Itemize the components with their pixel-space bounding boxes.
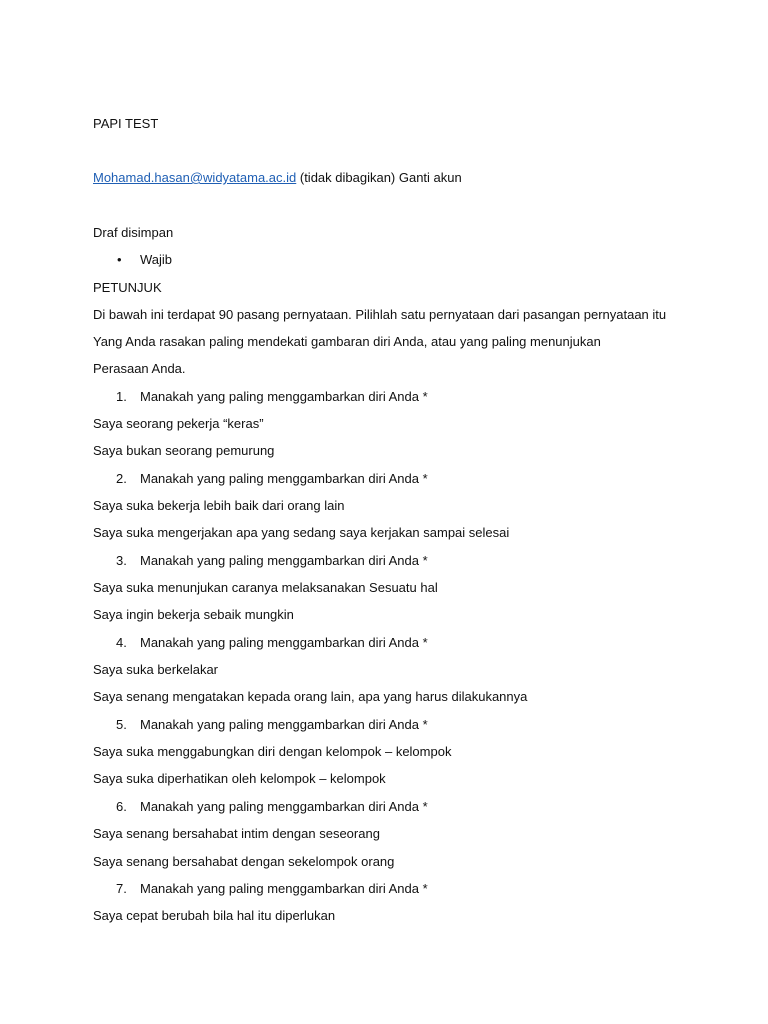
instructions-line: Yang Anda rasakan paling mendekati gambaran diri Anda, atau yang paling menunjukan [93,334,601,349]
question-option[interactable]: Saya suka berkelakar [93,662,219,677]
question-prompt: Manakah yang paling menggambarkan diri Anda * [140,717,428,732]
question-option[interactable]: Saya seorang pekerja “keras” [93,416,264,431]
bullet-icon: • [117,252,122,267]
question-option[interactable]: Saya senang mengatakan kepada orang lain, apa yang harus dilakukannya [93,689,528,704]
question-option[interactable]: Saya bukan seorang pemurung [93,443,275,458]
question-prompt: Manakah yang paling menggambarkan diri Anda * [140,471,428,486]
question-option[interactable]: Saya ingin bekerja sebaik mungkin [93,607,294,622]
question-number: 2. [116,471,127,486]
draft-status: Draf disimpan [93,225,174,240]
question-option[interactable]: Saya cepat berubah bila hal itu diperlukan [93,908,336,923]
question-prompt: Manakah yang paling menggambarkan diri Anda * [140,553,428,568]
question-number: 7. [116,881,127,896]
question-number: 5. [116,717,127,732]
account-line [93,170,462,186]
question-option[interactable]: Saya suka diperhatikan oleh kelompok – kelompok [93,771,386,786]
account-email-link[interactable]: Mohamad.hasan@widyatama.ac.id [93,170,297,185]
question-number: 1. [116,389,127,404]
question-number: 3. [116,553,127,568]
question-prompt: Manakah yang paling menggambarkan diri Anda * [140,799,428,814]
question-prompt: Manakah yang paling menggambarkan diri Anda * [140,389,428,404]
question-option[interactable]: Saya senang bersahabat intim dengan seseorang [93,826,380,841]
question-option[interactable]: Saya suka bekerja lebih baik dari orang lain [93,498,345,513]
page-title: PAPI TEST [93,116,159,131]
instructions-heading: PETUNJUK [93,280,162,295]
question-option[interactable]: Saya suka menggabungkan diri dengan kelompok – kelompok [93,744,452,759]
question-option[interactable]: Saya suka mengerjakan apa yang sedang saya kerjakan sampai selesai [93,525,510,540]
instructions-line: Perasaan Anda. [93,361,186,376]
question-number: 4. [116,635,127,650]
account-note: (tidak dibagikan) Ganti akun [296,170,462,185]
question-number: 6. [116,799,127,814]
question-prompt: Manakah yang paling menggambarkan diri Anda * [140,635,428,650]
question-option[interactable]: Saya suka menunjukan caranya melaksanakan Sesuatu hal [93,580,438,595]
question-prompt: Manakah yang paling menggambarkan diri Anda * [140,881,428,896]
question-option[interactable]: Saya senang bersahabat dengan sekelompok orang [93,854,395,869]
required-label: Wajib [140,252,173,267]
instructions-line: Di bawah ini terdapat 90 pasang pernyataan. Pilihlah satu pernyataan dari pasangan pernyataan itu [93,307,667,322]
